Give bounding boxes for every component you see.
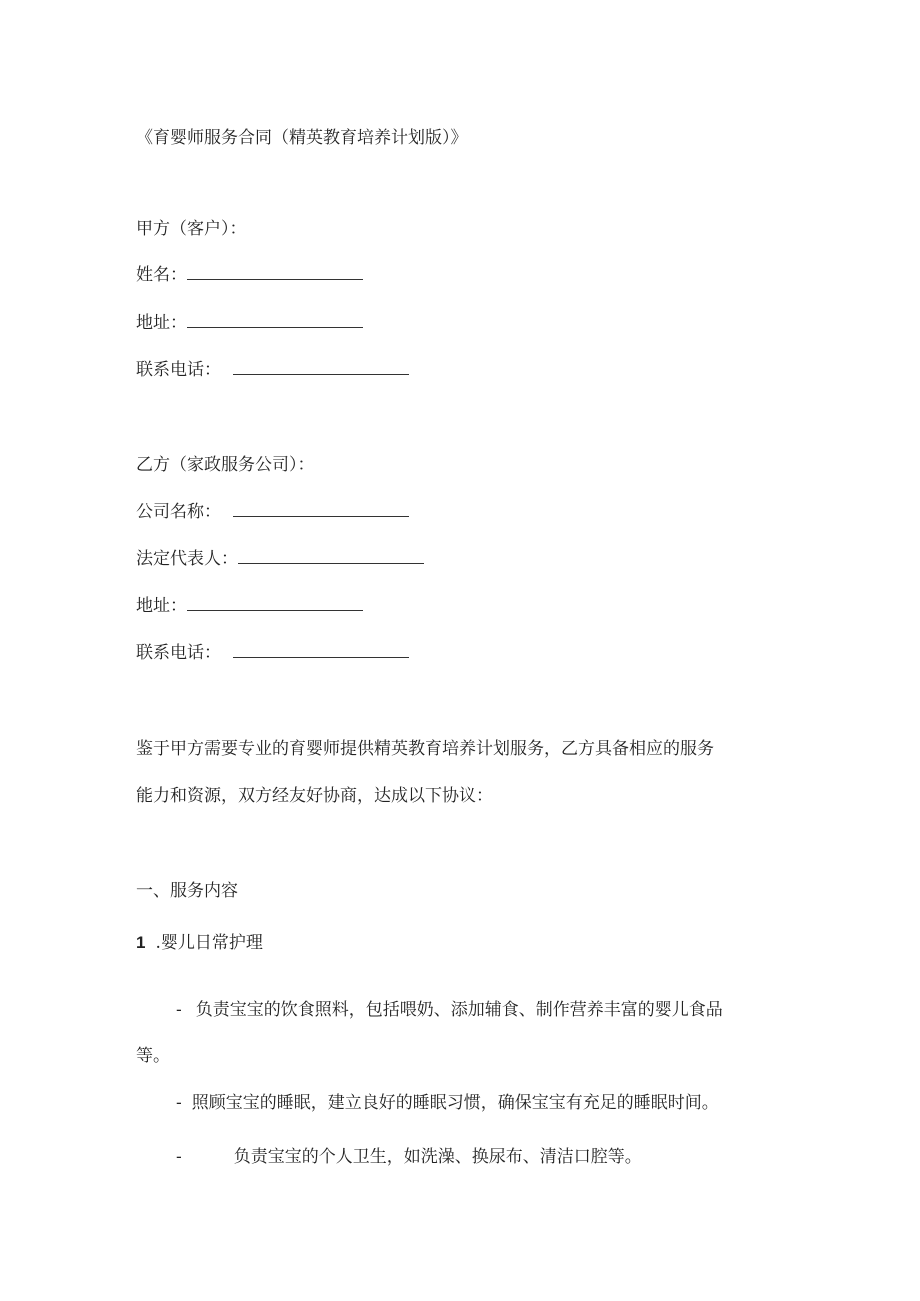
preamble-line-2: 能力和资源，双方经友好协商，达成以下协议： — [136, 786, 493, 806]
bullet-2-text: 照顾宝宝的睡眠，建立良好的睡眠习惯，确保宝宝有充足的睡眠时间。 — [191, 1093, 719, 1113]
party-a-name-row — [136, 264, 363, 286]
party-b-phone-blank[interactable] — [233, 642, 409, 658]
party-a-address-row — [136, 312, 363, 334]
party-a-address-label: 地址： — [136, 313, 187, 333]
bullet-1-text: 负责宝宝的饮食照料，包括喂奶、添加辅食、制作营养丰富的婴儿食品 — [195, 1000, 723, 1020]
party-b-address-label: 地址： — [136, 596, 187, 616]
bullet-3-text: 负责宝宝的个人卫生，如洗澡、换尿布、清洁口腔等。 — [233, 1147, 642, 1167]
party-a-address-blank[interactable] — [187, 312, 363, 328]
party-b-company-label: 公司名称： — [136, 502, 221, 522]
bullet-3-line-1 — [176, 1146, 642, 1168]
party-a-name-label: 姓名： — [136, 265, 187, 285]
party-b-phone-row — [136, 642, 409, 664]
party-b-address-row — [136, 595, 363, 617]
preamble-line-1: 鉴于甲方需要专业的育婴师提供精英教育培养计划服务，乙方具备相应的服务 — [136, 739, 714, 759]
party-a-phone-row — [136, 359, 409, 381]
document-title: 《育婴师服务合同（精英教育培养计划版）》 — [136, 128, 468, 148]
party-a-phone-blank[interactable] — [233, 359, 409, 375]
party-b-legal-rep-row — [136, 548, 424, 570]
subsection-1-title: .婴儿日常护理 — [155, 933, 263, 953]
bullet-3-dash: - — [176, 1147, 182, 1167]
party-b-company-blank[interactable] — [233, 501, 409, 517]
bullet-1-line-1 — [176, 999, 723, 1021]
party-b-company-row — [136, 501, 409, 523]
bullet-1-line-2: 等。 — [136, 1046, 170, 1066]
party-a-name-blank[interactable] — [187, 264, 363, 280]
party-b-address-blank[interactable] — [187, 595, 363, 611]
party-b-heading: 乙方（家政服务公司）： — [136, 455, 315, 475]
bullet-2-line-1 — [176, 1092, 719, 1114]
section-1-heading: 一、服务内容 — [136, 881, 238, 901]
party-b-legal-rep-blank[interactable] — [238, 548, 424, 564]
party-a-heading: 甲方（客户）： — [136, 219, 247, 239]
subsection-1-number: 1 — [136, 933, 146, 952]
subsection-1-heading — [136, 932, 263, 954]
bullet-2-dash: - — [176, 1093, 182, 1113]
party-b-phone-label: 联系电话： — [136, 643, 221, 663]
party-b-legal-rep-label: 法定代表人： — [136, 549, 238, 569]
bullet-1-dash: - — [176, 1000, 182, 1020]
party-a-phone-label: 联系电话： — [136, 360, 221, 380]
